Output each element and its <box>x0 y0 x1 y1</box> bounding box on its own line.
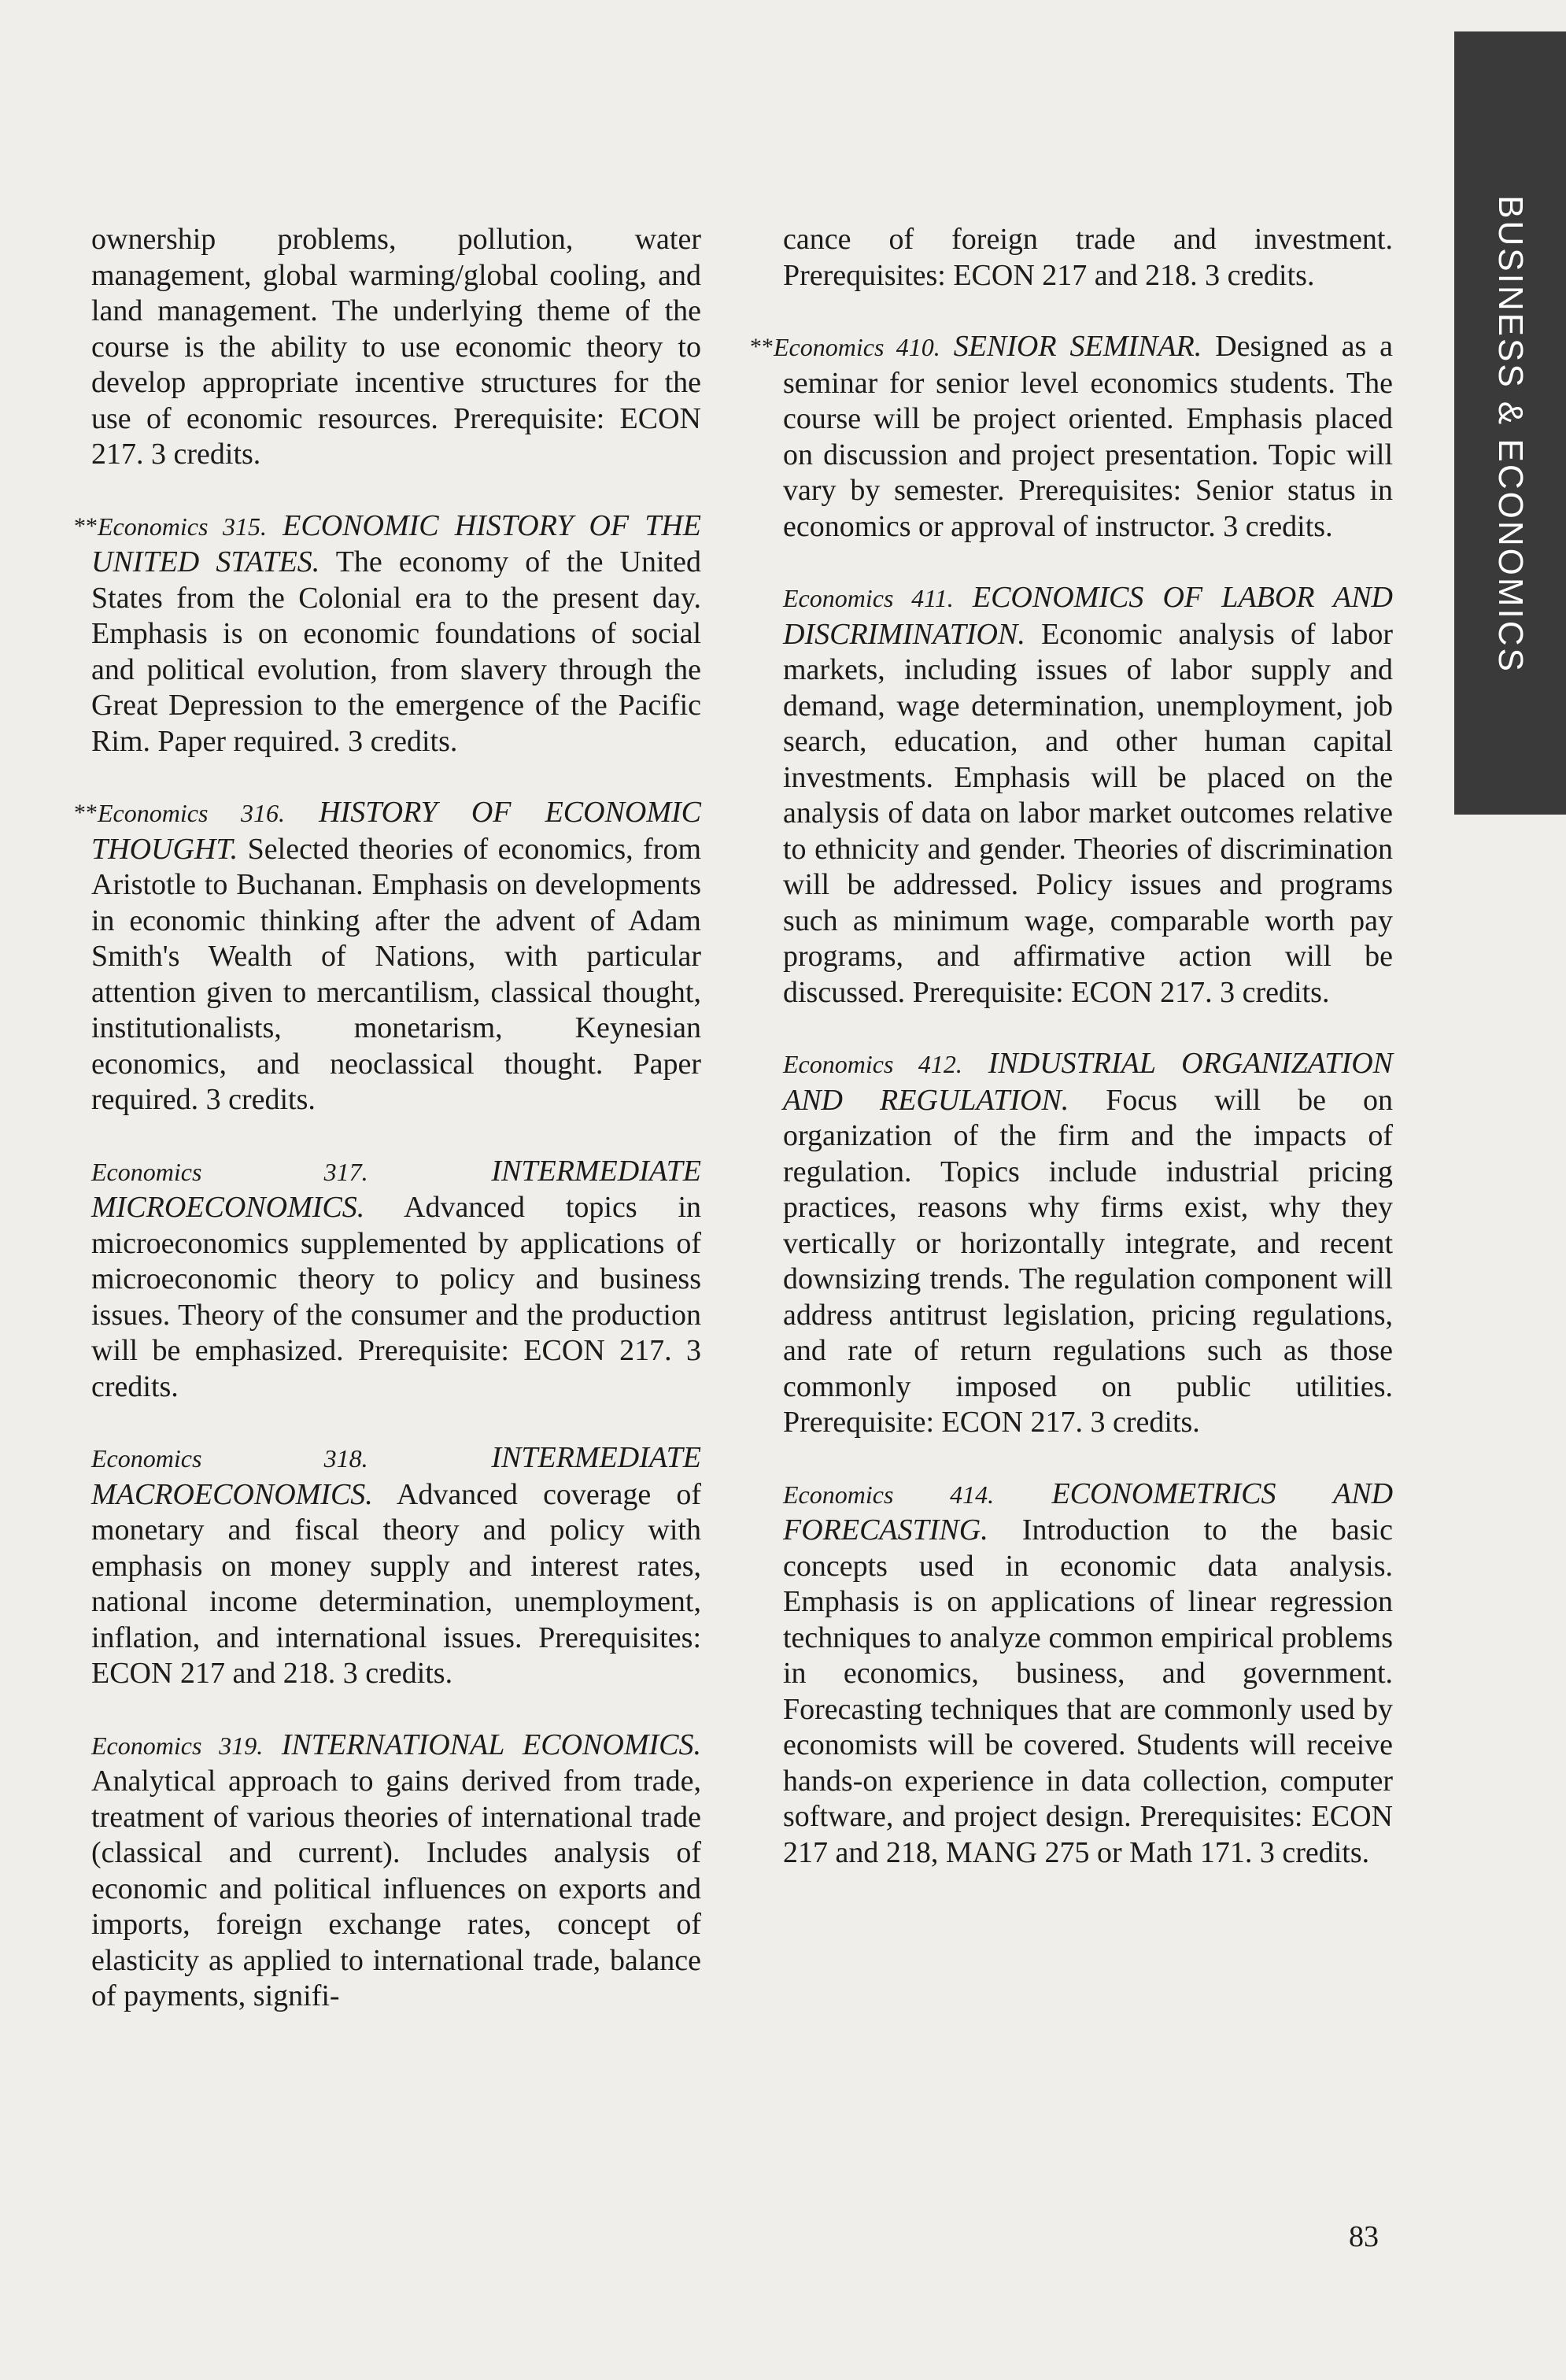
course-number: Economics 414. <box>783 1480 995 1509</box>
course-number: Economics 317. <box>91 1157 368 1186</box>
course-title: SENIOR SEMINAR. <box>953 330 1202 363</box>
course-title: INTERMEDIATE MICROECONOMICS. <box>91 1154 702 1224</box>
course-entry <box>74 795 702 1118</box>
course-number: Economics 316. <box>98 799 285 827</box>
course-description: Focus will be on organization of the firm and the impacts of regulation. Topics include industrial pricing practices, reasons why firms exist, why they vertically or horizontally integrate, and recent downsizing trends. The regulation component will address antitrust legislation, pricing regulations, and rate of return regulations such as those commonly imposed on public utilities. Prerequisite: ECON 217. 3 credits. <box>783 1083 1394 1439</box>
course-entry <box>750 329 1394 545</box>
course-description: The economy of the United States from the Colonial era to the present day. Emphasis is on economic foundations of social and political evolution, from slavery through the Great Depression to the emergence of the Pacific Rim. Paper required. 3 credits. <box>91 545 701 758</box>
course-description: Introduction to the basic concepts used in economic data analysis. Emphasis is on applications of linear regression techniques to analyze common empirical problems in economics, business, and government. Forecasting techniques that are commonly used by economists will be covered. Students will receive hands-on experience in data collection, computer software, and project design. Prerequisites: ECON 217 and 218, MANG 275 or Math 171. 3 credits. <box>783 1513 1393 1869</box>
course-title: HISTORY OF ECONOMIC THOUGHT. <box>91 796 702 866</box>
course-title: ECONOMIC HISTORY OF THE UNITED STATES. <box>91 508 702 578</box>
course-description: Analytical approach to gains derived from trade, treatment of various theories of international trade (classical and current). Includes analysis of economic and political influences on exports and imports, foreign exchange rates, concept of elasticity as applied to international trade, balance of payments, signifi- <box>91 1765 701 2012</box>
course-entry <box>91 1728 701 2015</box>
section-tab <box>1454 31 1566 815</box>
course-title: ECONOMICS OF LABOR AND DISCRIMINATION. <box>783 581 1394 651</box>
course-number: Economics 318. <box>91 1444 368 1473</box>
course-title: INTERNATIONAL ECONOMICS. <box>281 1728 702 1761</box>
course-number: Economics 315. <box>98 512 268 541</box>
course-description: Designed as a seminar for senior level economics students. The course will be project oriented. Emphasis placed on discussion and project presentation. Topic will vary by semester. Prerequisites: Senior status in economics or approval of instructor. 3 credits. <box>783 330 1394 543</box>
course-entry <box>783 1476 1393 1872</box>
course-marker: ** <box>74 800 98 826</box>
course-marker: ** <box>750 334 774 360</box>
section-tab-label: BUSINESS & ECONOMICS <box>1491 195 1530 674</box>
course-title: INTERMEDIATE MACROECONOMICS. <box>91 1441 702 1511</box>
course-description: Advanced topics in microeconomics supplemented by applications of microeconomic theory to policy and business issues. Theory of the consumer and the production will be emphasized. Prerequisite: ECON 217. 3 credits. <box>91 1191 702 1403</box>
course-number: Economics 412. <box>783 1050 962 1078</box>
page-number: 83 <box>1349 2220 1379 2253</box>
course-entry <box>783 580 1393 1011</box>
course-marker: ** <box>74 512 98 539</box>
course-entry <box>74 508 702 760</box>
course-number: Economics 410. <box>774 333 940 361</box>
continued-text: cance of foreign trade and investment. Prerequisites: ECON 217 and 218. 3 credits. <box>783 223 1393 292</box>
course-number: Economics 319. <box>91 1731 264 1760</box>
course-title: INDUSTRIAL ORGANIZATION AND REGULATION. <box>783 1047 1393 1117</box>
right-column <box>750 222 1394 1871</box>
course-entry <box>783 1046 1393 1441</box>
continued-text: ownership problems, pollution, water management, global warming/global cooling, and land management. The underlying theme of the course is the ability to use economic theory to develop appropriate incentive structures for the use of economic resources. Prerequisite: ECON 217. 3 credits. <box>91 223 701 471</box>
course-description: Economic analysis of labor markets, including issues of labor supply and demand, wage determination, unemployment, job search, education, and other human capital investments. Emphasis will be placed on the analysis of data on labor market outcomes relative to ethnicity and gender. Theories of discrimination will be addressed. Policy issues and programs such as minimum wage, comparable worth pay programs, and affirmative action will be discussed. Prerequisite: ECON 217. 3 credits. <box>783 617 1393 1009</box>
left-column <box>74 222 702 2015</box>
course-entry <box>91 1154 701 1406</box>
course-entry <box>91 1440 701 1692</box>
course-description: Selected theories of economics, from Aristotle to Buchanan. Emphasis on developments in economic thinking after the advent of Adam Smith's Wealth of Nations, with particular attention given to mercantilism, classical thought, institutionalists, monetarism, Keynesian economics, and neoclassical thought. Paper required. 3 credits. <box>91 832 702 1116</box>
course-number: Economics 411. <box>783 584 954 612</box>
course-description: Advanced coverage of monetary and fiscal theory and policy with emphasis on money supply and interest rates, national income determination, unemployment, inflation, and international issues. Prerequisites: ECON 217 and 218. 3 credits. <box>91 1477 701 1690</box>
course-title: ECONOMETRICS AND FORECASTING. <box>783 1476 1394 1547</box>
